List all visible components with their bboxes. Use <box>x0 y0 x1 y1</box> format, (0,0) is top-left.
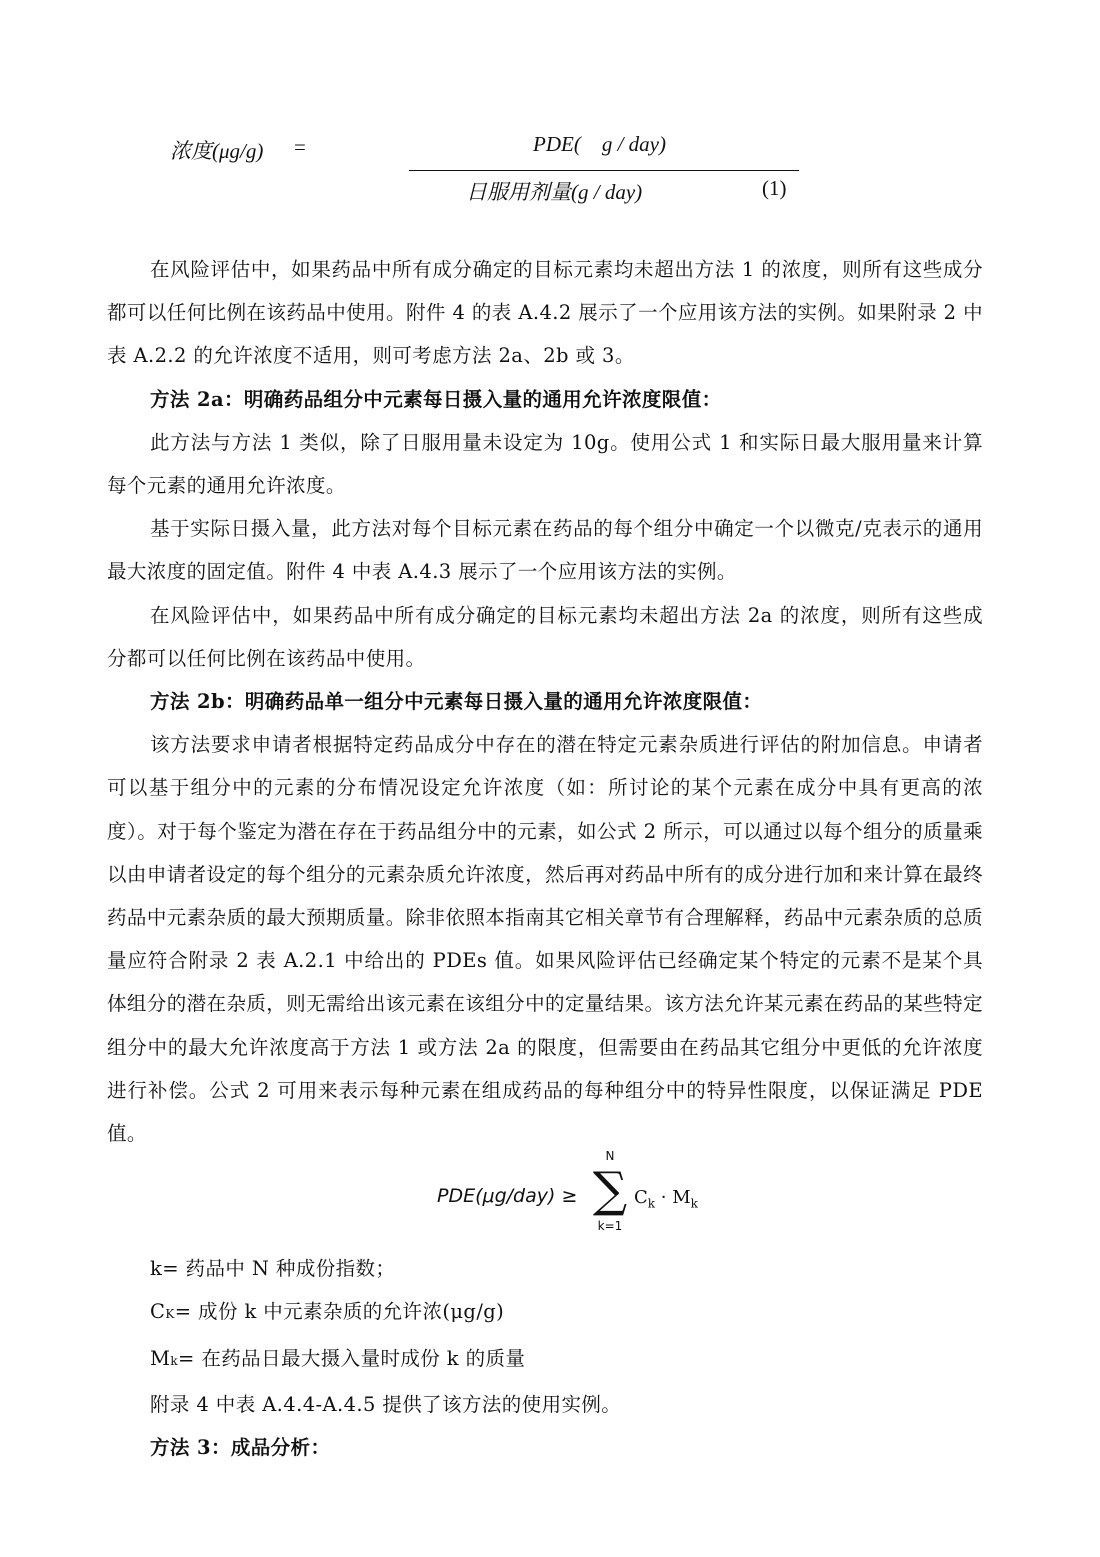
definition-mk: Mk= 在药品日最大摄入量时成份 k 的质量 <box>150 1346 526 1370</box>
paragraph-2a-3: 在风险评估中，如果药品中所有成分确定的目标元素均未超出方法 2a 的浓度，则所有这些成分都可以任何比例在该药品中使用。 <box>107 603 983 670</box>
formula-2-lhs: PDE(μg/day) ≥ <box>437 1185 578 1208</box>
definition-ck: CK= 成份 k 中元素杂质的允许浓(μg/g) <box>150 1300 505 1324</box>
formula-2-rhs: $C_k \cdot M_k$ <box>634 1187 698 1211</box>
heading-method-3: 方法 3：成品分析： <box>150 1436 331 1460</box>
sum-lower-limit: k=1 <box>597 1219 623 1234</box>
fraction-bar <box>409 170 799 171</box>
formula-1-equals: = <box>294 135 306 159</box>
formula-1-lhs: 浓度(μg/g) <box>170 139 264 163</box>
formula-1-number: (1) <box>762 176 787 200</box>
paragraph-method1-conclusion: 在风险评估中，如果药品中所有成分确定的目标元素均未超出方法 1 的浓度，则所有这些成分都可以任何比例在该药品中使用。附件 4 的表 A.4.2 展示了一个应用该方法的实例。如果附录 2 中表 A.2.2 的允许浓度不适用，则可考虑方法 2a、2b 或 3。 <box>107 258 983 368</box>
sum-upper-limit: N <box>605 1149 615 1164</box>
paragraph-examples-note: 附录 4 中表 A.4.4-A.4.5 提供了该方法的使用实例。 <box>150 1392 622 1416</box>
paragraph-2a-2: 基于实际日摄入量，此方法对每个目标元素在药品的每个组分中确定一个以微克/克表示的通用最大浓度的固定值。附件 4 中表 A.4.3 展示了一个应用该方法的实例。 <box>107 517 983 584</box>
formula-2 <box>107 1149 983 1247</box>
sigma-icon: ∑ <box>592 1162 628 1219</box>
heading-method-2b: 方法 2b：明确药品单一组分中元素每日摄入量的通用允许浓度限值： <box>150 690 763 714</box>
formula-1 <box>0 125 1100 215</box>
paragraph-2a-1: 此方法与方法 1 类似，除了日服用量未设定为 10g。使用公式 1 和实际日最大服用量来计算每个元素的通用允许浓度。 <box>107 430 983 498</box>
formula-1-denominator: 日服用剂量(g / day) <box>466 180 643 204</box>
definition-k: k= 药品中 N 种成份指数； <box>150 1257 396 1281</box>
formula-1-numerator: PDE( g / day) <box>533 132 666 156</box>
paragraph-2b: 该方法要求申请者根据特定药品成分中存在的潜在特定元素杂质进行评估的附加信息。申请者可以基于组分中的元素的分布情况设定允许浓度（如：所讨论的某个元素在成分中具有更高的浓度）。对于每个鉴定为潜在存在于药品组分中的元素，如公式 2 所示，可以通过以每个组分的质量乘以由申请者设定的每个组分的元素杂质允许浓度，然后再对药品中所有的成分进行加和来计算在最终药品中元素杂质的最大预期质量。除非依照本指南其它相关章节有合理解释，药品中元素杂质的总质量应符合附录 2 表 A.2.1 中给出的 PDEs 值。如果风险评估已经确定某个特定的元素不是某个具体组分的潜在杂质，则无需给出该元素在该组分中的定量结果。该方法允许某元素在药品的某些特定组分中的最大允许浓度高于方法 1 或方法 2a 的限度，但需要由在药品其它组分中更低的允许浓度进行补偿。公式 2 可用来表示每种元素在组成药品的每种组分中的特异性限度，以保证满足 PDE 值。 <box>107 733 983 1146</box>
document-body <box>107 248 983 1469</box>
heading-method-2a: 方法 2a：明确药品组分中元素每日摄入量的通用允许浓度限值： <box>150 387 722 411</box>
